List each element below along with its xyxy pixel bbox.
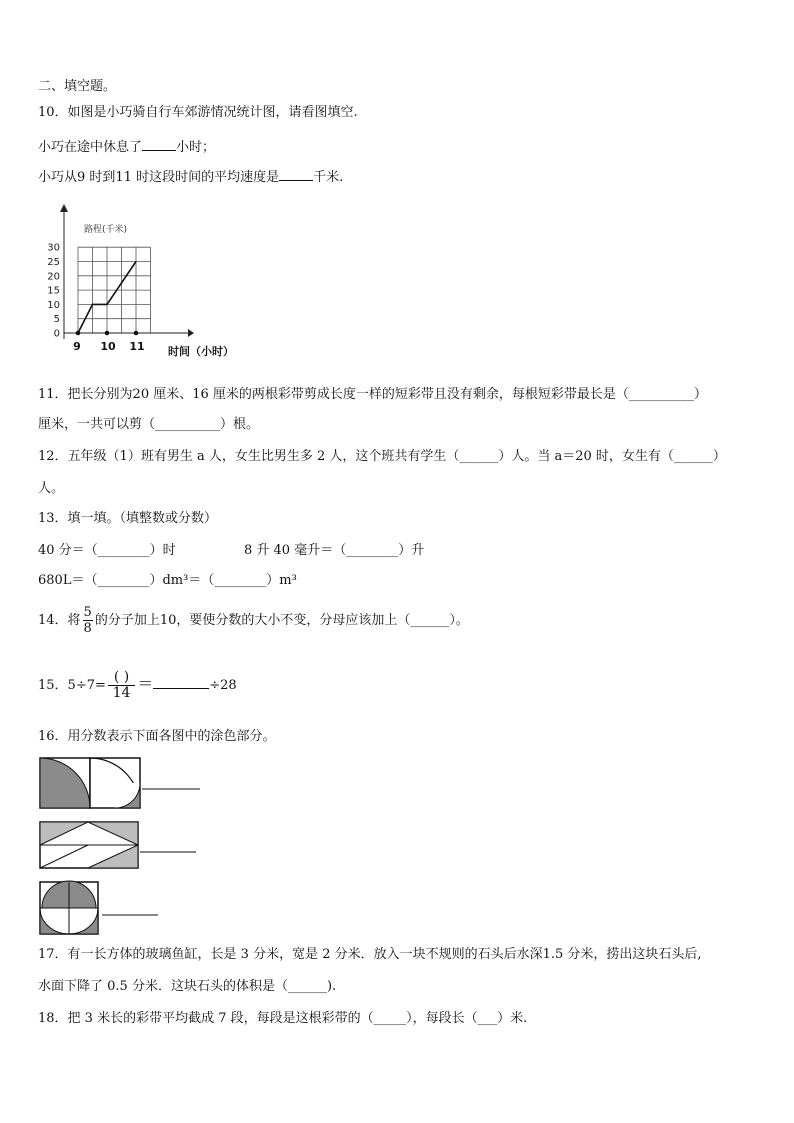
q13-item-liters: 8 升 40 毫升＝（________）升	[244, 543, 425, 558]
q10-speed-text: 小巧从9 时到11 时这段时间的平均速度是	[38, 170, 280, 185]
q16-title: 16．用分数表示下面各图中的涂色部分。	[38, 729, 276, 744]
x-tick-label: 10	[100, 340, 116, 353]
y-tick-label: 0	[53, 328, 60, 340]
section-title: 二、填空题。	[38, 79, 117, 94]
q10-chart	[36, 200, 266, 370]
x-tick-label: 11	[129, 340, 145, 353]
q13-item-minutes: 40 分＝（________）时	[38, 543, 176, 558]
q15-blank[interactable]	[153, 674, 209, 689]
x-tick-dot	[134, 331, 139, 336]
y-tick-label: 20	[47, 271, 60, 283]
q13-title: 13．填一填。（填整数或分数）	[38, 511, 218, 526]
y-tick-label: 15	[47, 285, 60, 297]
q17-line1: 17．有一长方体的玻璃鱼缸，长是 3 分米，宽是 2 分米．放入一块不规则的石头后水深1.5 分米，捞出这块石头后,	[38, 947, 702, 962]
q10-speed-unit: 千米.	[313, 170, 344, 185]
q15-fraction	[108, 670, 135, 701]
q13-item-volume: 680L＝（________）dm³＝（________）m³	[38, 573, 297, 588]
q11-line1: 11．把长分别为20 厘米、16 厘米的两根彩带剪成长度一样的短彩带且没有剩余，每根短彩带最长是（__________）	[38, 387, 707, 402]
q14-denominator: 8	[83, 621, 92, 636]
q16-figure-quarter-circles	[38, 756, 204, 812]
y-tick-label: 30	[47, 242, 60, 254]
x-axis-label: 时间（小时）	[168, 345, 234, 358]
q12-line2: 人。	[38, 481, 65, 496]
q10-speed-line	[38, 166, 343, 187]
q16-figure-triangles	[38, 820, 200, 872]
y-axis-label: 路程(千米)	[84, 225, 128, 235]
q10-rest-unit: 小时；	[176, 140, 216, 155]
q15-equals: ＝	[137, 674, 154, 693]
q14-text-before: 14．将	[38, 613, 81, 628]
x-tick-dot	[105, 331, 110, 336]
q15-line	[38, 666, 237, 704]
q16-figure-semicircles	[38, 878, 162, 936]
q14-text-after: 的分子加上10，要使分数的大小不变，分母应该加上（______）。	[94, 613, 469, 628]
q14-line	[38, 604, 469, 638]
q15-numerator-blank[interactable]: ( )	[108, 670, 135, 686]
q10-speed-blank[interactable]	[279, 166, 313, 181]
q18-line1: 18．把 3 米长的彩带平均截成 7 段，每段是这根彩带的（_____），每段长（___）米.	[38, 1011, 528, 1026]
q15-text-after: ÷28	[209, 678, 237, 693]
q11-line2: 厘米，一共可以剪（__________）根。	[38, 417, 260, 432]
q12-line1: 12．五年级（1）班有男生 a 人，女生比男生多 2 人，这个班共有学生（______）人。当 a＝20 时，女生有（______）	[38, 449, 726, 464]
q10-rest-line	[38, 136, 215, 157]
x-tick-label: 9	[73, 340, 81, 353]
q17-line2: 水面下降了 0.5 分米．这块石头的体积是（______).	[38, 979, 337, 994]
q10-rest-text: 小巧在途中休息了	[38, 140, 143, 155]
q14-fraction	[83, 605, 93, 636]
y-tick-label: 10	[47, 299, 60, 311]
q10-rest-blank[interactable]	[142, 136, 176, 151]
q15-denominator: 14	[112, 685, 131, 701]
q14-numerator: 5	[83, 605, 92, 620]
y-tick-label: 5	[53, 314, 60, 326]
x-axis-arrow	[188, 329, 194, 337]
y-tick-label: 25	[47, 257, 60, 268]
y-axis-arrow	[60, 204, 68, 212]
q15-text-before: 15．5÷7=	[38, 678, 106, 693]
q10-prompt: 10．如图是小巧骑自行车郊游情况统计图，请看图填空.	[38, 105, 358, 120]
